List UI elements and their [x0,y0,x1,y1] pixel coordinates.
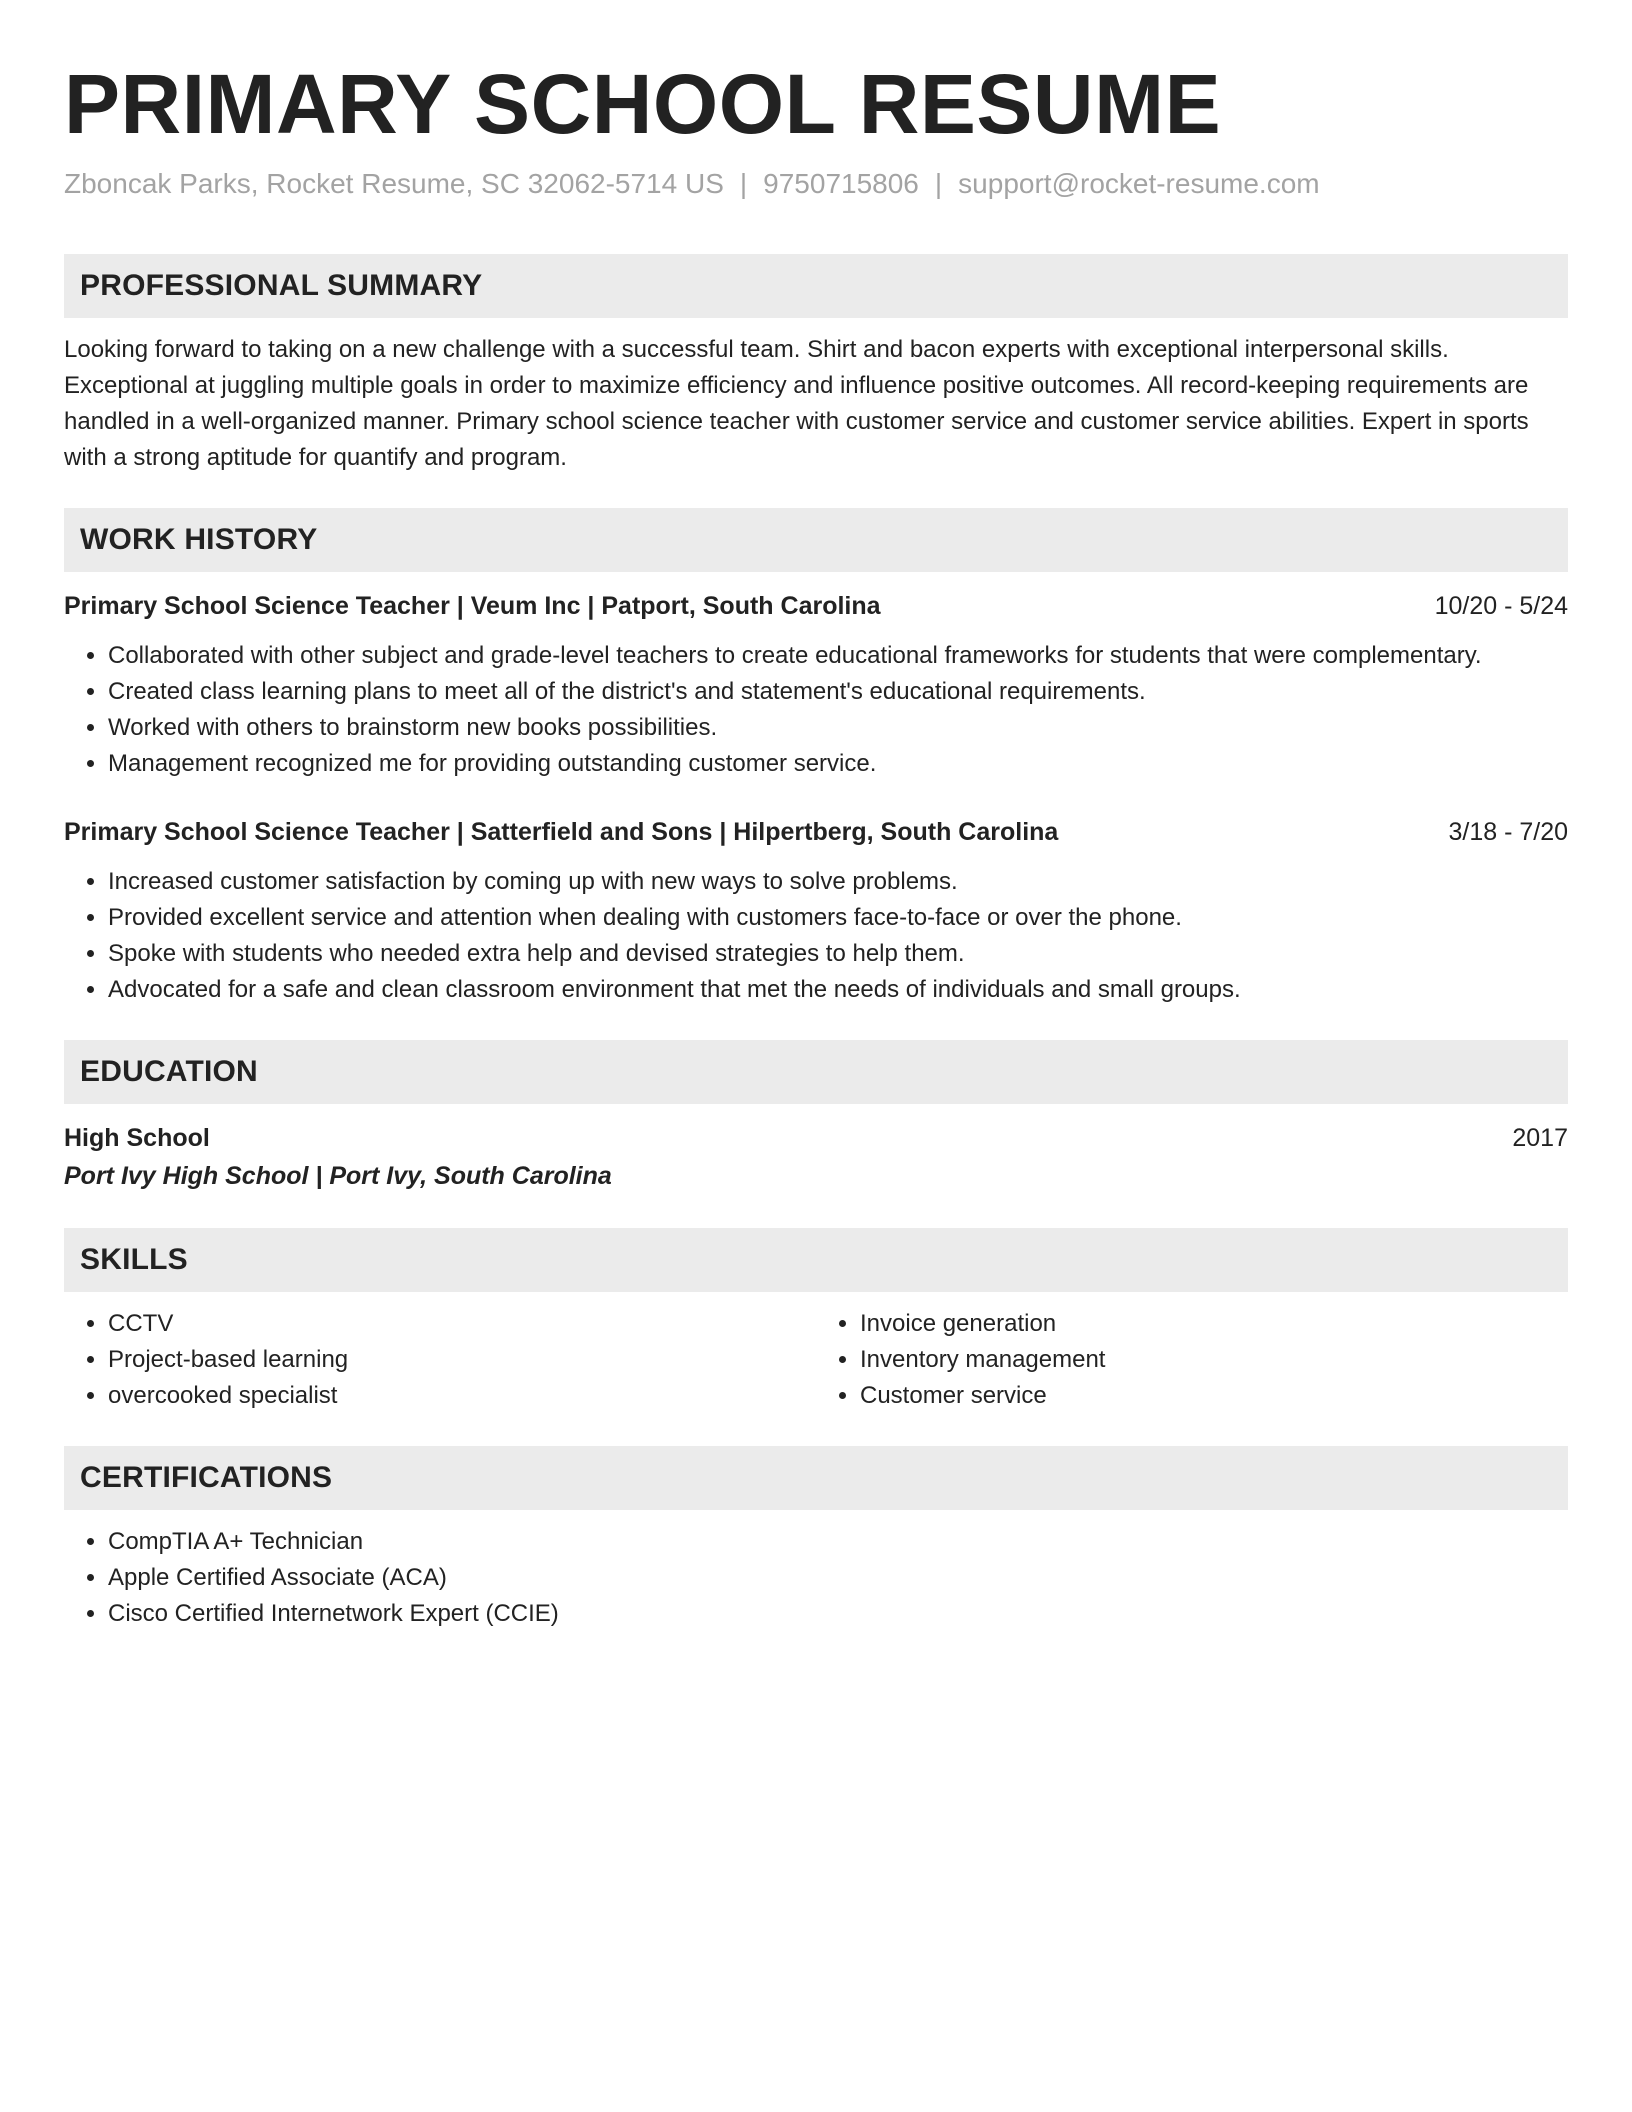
job-bullet-list [64,864,1568,1008]
job-bullet: • Advocated for a safe and clean classroom environment that met the needs of individuals and small groups. [108,972,1568,1008]
job-dates: 10/20 - 5/24 [1434,592,1568,620]
contact-address: Zboncak Parks, Rocket Resume, SC 32062-5714 US [64,168,724,199]
section-header-education: EDUCATION [64,1040,1568,1104]
skill-item: • Customer service [860,1378,1568,1414]
job-title: Primary School Science Teacher | Satterfield and Sons | Hilpertberg, South Carolina [64,818,1059,846]
section-header-skills: SKILLS [64,1228,1568,1292]
education-entry-header [64,1120,1568,1156]
certification-item: • Cisco Certified Internetwork Expert (CCIE) [108,1596,1568,1632]
summary-text: Looking forward to taking on a new challenge with a successful team. Shirt and bacon experts with exceptional interpersonal skills. Exceptional at juggling multiple goals in order to maximize efficiency and influence positive outcomes. All record-keeping requirements are handled in a well-organized manner. Primary school science teacher with customer service and customer service abilities. Expert in sports with a strong aptitude for quantify and program. [64,336,1529,471]
skill-item: • Project-based learning [108,1342,816,1378]
skills-list [64,1306,816,1414]
certification-item: • CompTIA A+ Technician [108,1524,1568,1560]
section-header-work-history: WORK HISTORY [64,508,1568,572]
education-year: 2017 [1512,1124,1568,1152]
skills-grid [64,1306,1568,1414]
skills-list [816,1306,1568,1414]
job-dates: 3/18 - 7/20 [1448,818,1568,846]
skills-column-right [816,1306,1568,1414]
job-bullet: • Worked with others to brainstorm new books possibilities. [108,710,1568,746]
job-title: Primary School Science Teacher | Veum Inc | Patport, South Carolina [64,592,881,620]
contact-separator: | [739,168,748,199]
job-bullet: • Management recognized me for providing outstanding customer service. [108,746,1568,782]
certification-item: • Apple Certified Associate (ACA) [108,1560,1568,1596]
section-header-summary: PROFESSIONAL SUMMARY [64,254,1568,318]
resume-title: PRIMARY SCHOOL RESUME [64,57,1222,151]
job-bullet: • Created class learning plans to meet all of the district's and statement's educational requirements. [108,674,1568,710]
job-bullet: • Provided excellent service and attention when dealing with customers face-to-face or over the phone. [108,900,1568,936]
job-bullet: • Collaborated with other subject and grade-level teachers to create educational frameworks for students that were complementary. [108,638,1568,674]
contact-email: support@rocket-resume.com [958,168,1320,199]
contact-phone: 9750715806 [763,168,919,199]
job-bullet: • Spoke with students who needed extra help and devised strategies to help them. [108,936,1568,972]
skill-item: • CCTV [108,1306,816,1342]
skill-item: • Inventory management [860,1342,1568,1378]
skill-item: • overcooked specialist [108,1378,816,1414]
contact-separator: | [934,168,943,199]
education-degree: High School [64,1124,210,1152]
section-header-certifications: CERTIFICATIONS [64,1446,1568,1510]
contact-line [64,166,1568,202]
certifications-list [64,1524,1568,1632]
skill-item: • Invoice generation [860,1306,1568,1342]
job-bullet: • Increased customer satisfaction by coming up with new ways to solve problems. [108,864,1568,900]
job-bullet-list [64,638,1568,782]
skills-column-left [64,1306,816,1414]
job-entry-header [64,588,1568,624]
education-school: Port Ivy High School | Port Ivy, South Carolina [64,1162,612,1190]
job-entry-header [64,814,1568,850]
